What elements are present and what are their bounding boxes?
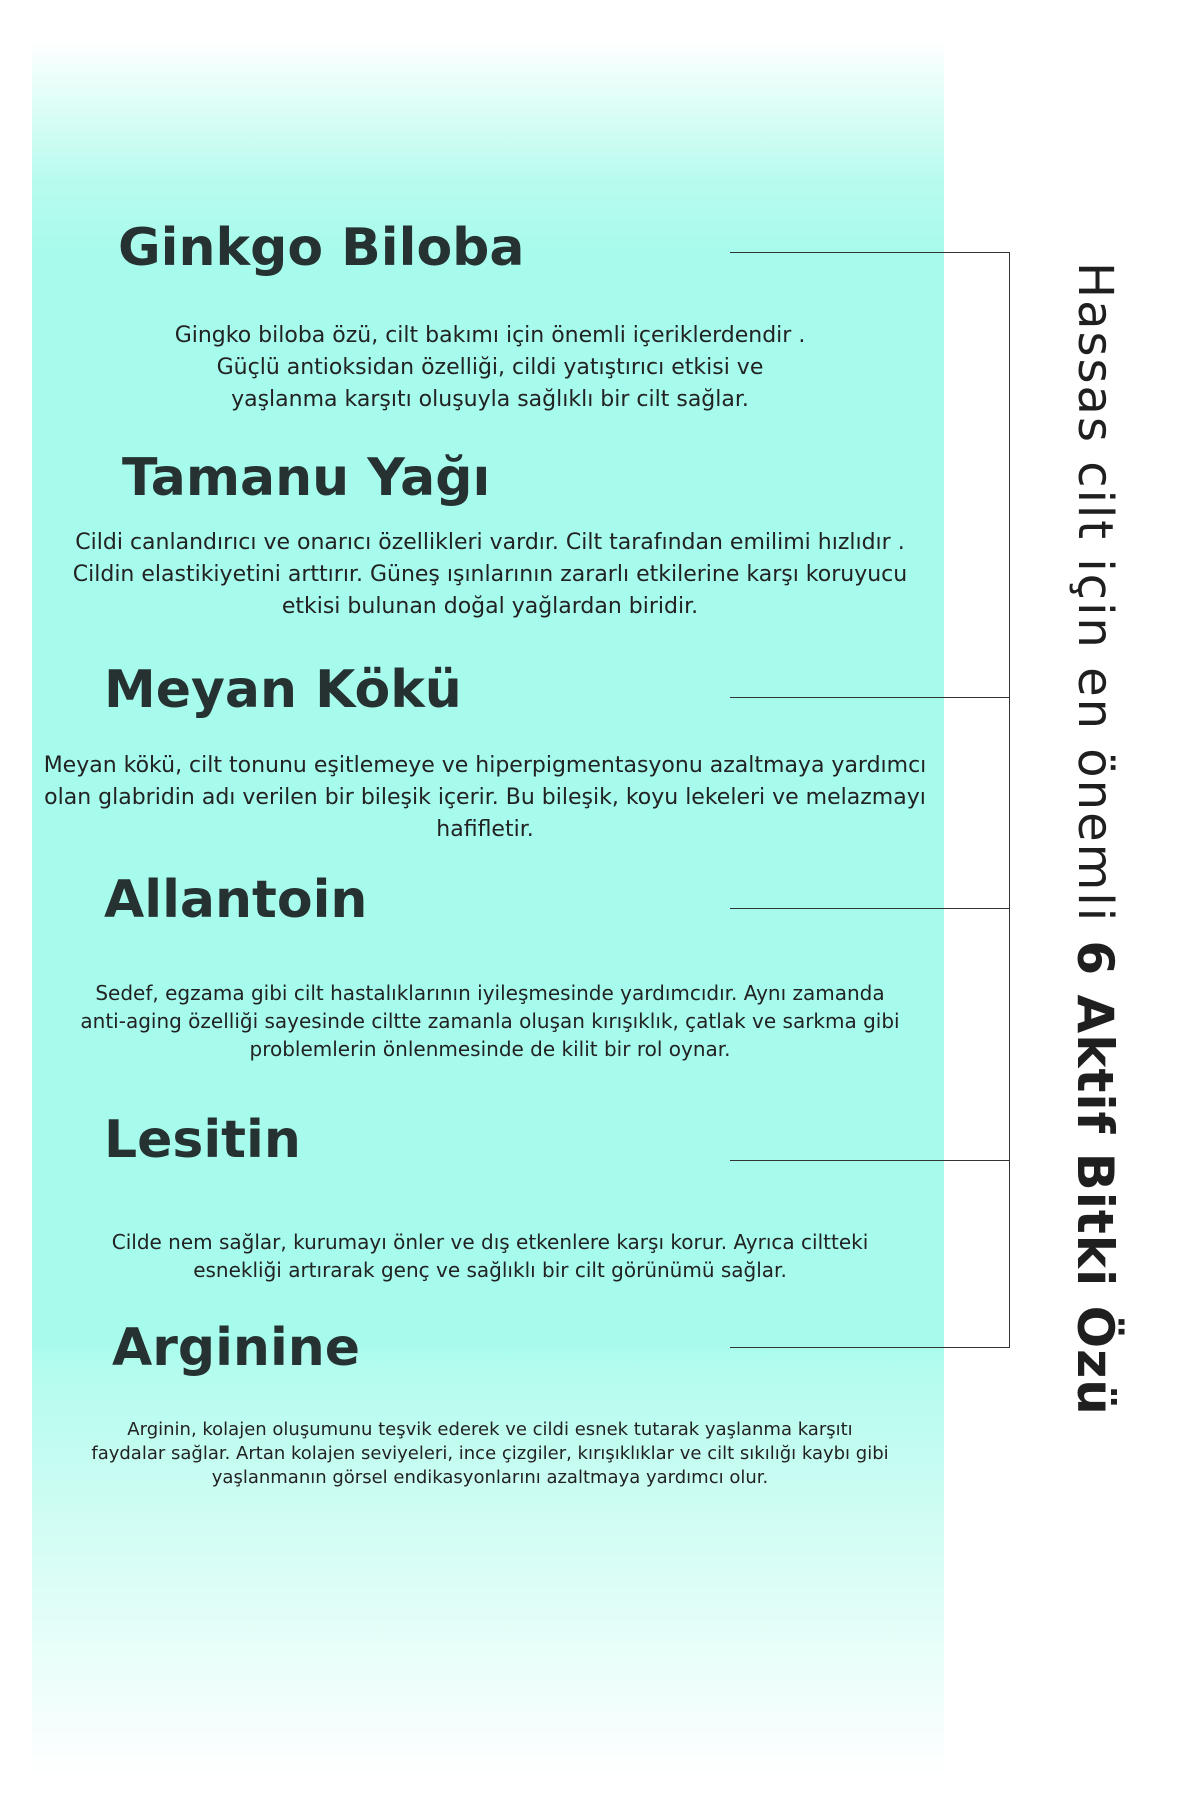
bracket-line xyxy=(1009,252,1010,1348)
connector-line-arginine xyxy=(730,1347,1010,1348)
ingredient-description-arginine: Arginin, kolajen oluşumunu teşvik ederek ve cildi esnek tutarak yaşlanma karşıtı faydalar sağlar. Artan kolajen seviyeleri, ince çizgiler, kırışıklıklar ve cilt sıkılığı kaybı gibi yaşlanmanın görsel endikasyonlarını azaltmaya yardımcı olur. xyxy=(91,1419,889,1488)
ingredient-description-ginkgo: Gingko biloba özü, cilt bakımı için önemli içeriklerdendir . Güçlü antioksidan özelliği, cildi yatıştırıcı etkisi ve yaşlanma karşıtı oluşuyla sağlıklı bir cilt sağlar. xyxy=(174,323,806,412)
vertical-title-highlight: 6 Aktif Bitki Özü xyxy=(1066,940,1124,1416)
connector-line-ginkgo xyxy=(730,252,1010,253)
ingredient-title-meyan: Meyan Kökü xyxy=(104,660,462,720)
ingredient-title-tamanu: Tamanu Yağı xyxy=(122,448,491,508)
connector-line-lesitin xyxy=(730,1160,1010,1161)
vertical-title xyxy=(1066,262,1124,1416)
ingredient-description-lesitin: Cilde nem sağlar, kurumayı önler ve dış etkenlere karşı korur. Ayrıca ciltteki esnekliği artırarak genç ve sağlıklı bir cilt görünümü sağlar. xyxy=(111,1230,869,1282)
ingredient-description-tamanu: Cildi canlandırıcı ve onarıcı özellikleri vardır. Cilt tarafından emilimi hızlıdır . Cildin elastikiyetini arttırır. Güneş ışınlarının zararlı etkilerine karşı koruyucu etkisi bulunan doğal yağlardan biridir. xyxy=(72,530,908,619)
vertical-title-lead: Hassas cilt için en önemli xyxy=(1067,262,1123,941)
ingredient-title-lesitin: Lesitin xyxy=(104,1110,301,1170)
ingredient-description-allantoin: Sedef, egzama gibi cilt hastalıklarının iyileşmesinde yardımcıdır. Aynı zamanda anti-aging özelliği sayesinde ciltte zamanla oluşan kırışıklık, çatlak ve sarkma gibi problemlerin önlenmesinde de kilit bir rol oynar. xyxy=(80,981,900,1061)
ingredient-description-meyan: Meyan kökü, cilt tonunu eşitlemeye ve hiperpigmentasyonu azaltmaya yardımcı olan glabridin adı verilen bir bileşik içerir. Bu bileşik, koyu lekeleri ve melazmayı hafifletir. xyxy=(43,753,927,842)
ingredient-title-arginine: Arginine xyxy=(112,1318,361,1378)
connector-line-allantoin xyxy=(730,908,1010,909)
ingredient-title-ginkgo: Ginkgo Biloba xyxy=(118,218,525,278)
connector-line-meyan xyxy=(730,697,1010,698)
ingredient-title-allantoin: Allantoin xyxy=(104,870,368,930)
